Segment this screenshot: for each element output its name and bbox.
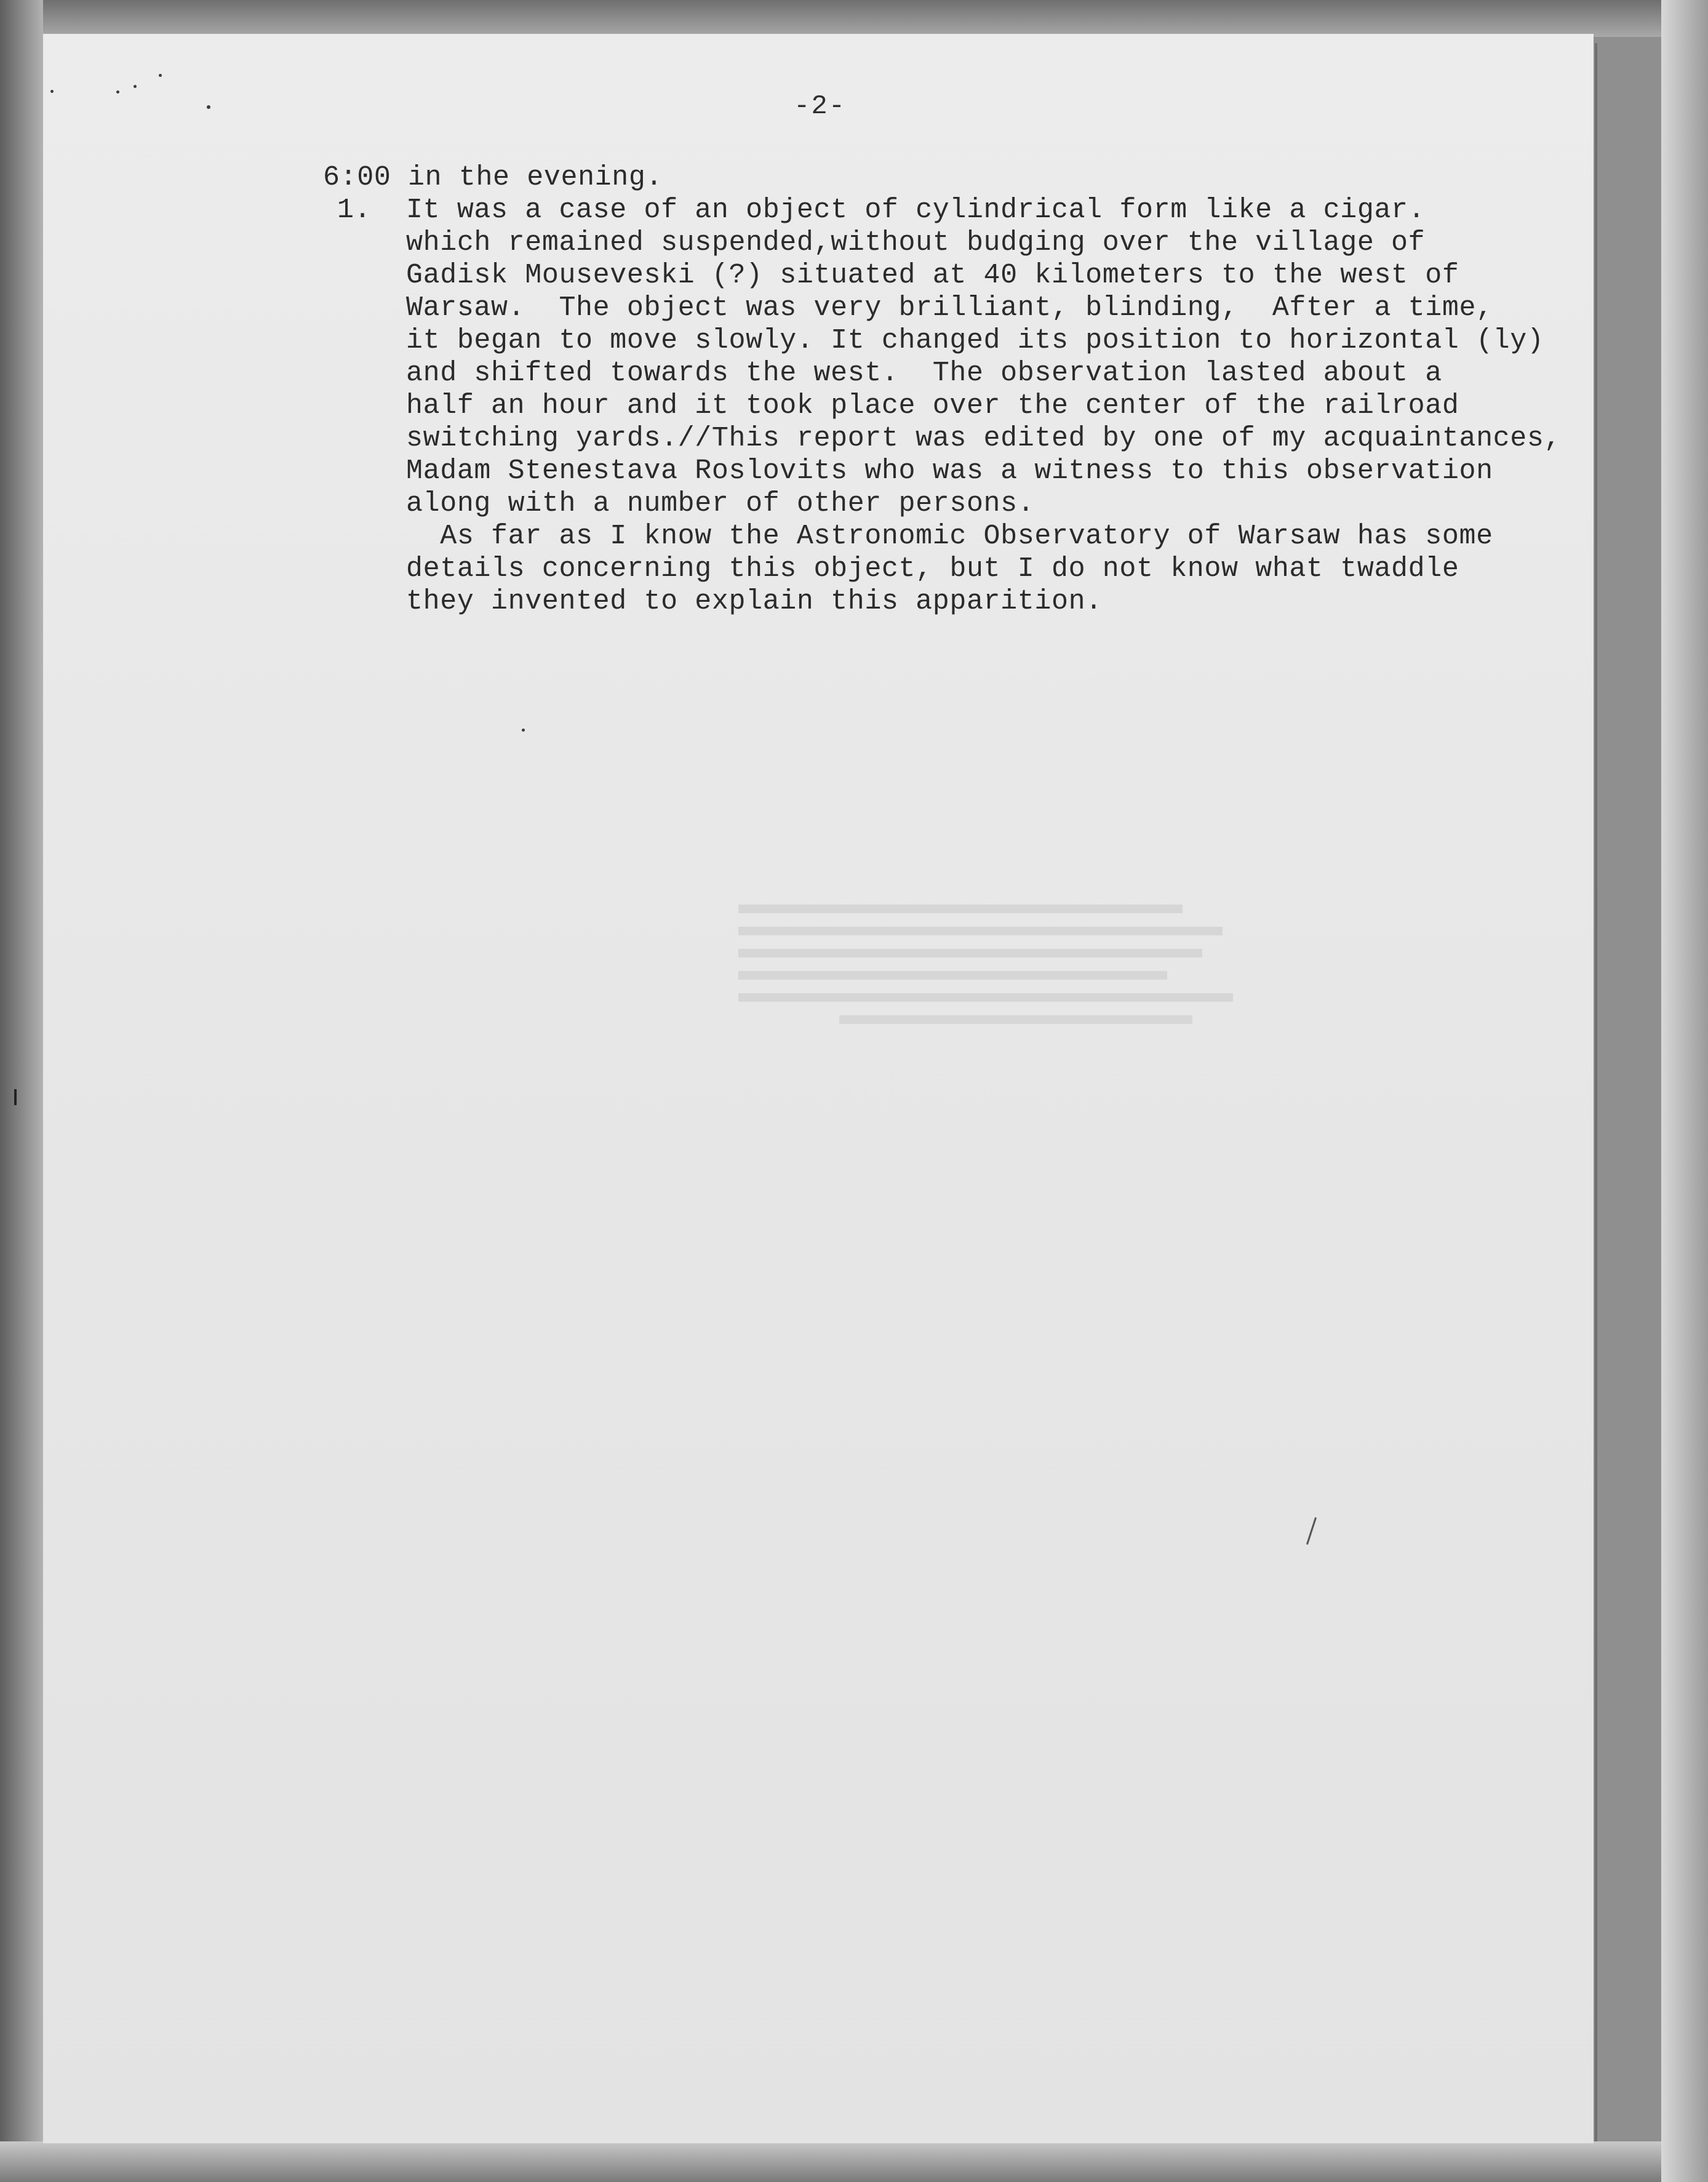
paragraph-line: switching yards.//This report was edited by one of my acquaintances, bbox=[406, 423, 1562, 454]
paragraph-line: they invented to explain this apparition. bbox=[406, 586, 1103, 617]
scan-border-left bbox=[0, 0, 43, 2182]
page-right-edge-rule bbox=[1595, 43, 1597, 2141]
scan-speck bbox=[50, 90, 54, 93]
scan-border-top bbox=[0, 0, 1708, 37]
scan-speck bbox=[116, 90, 119, 94]
paragraph-line: half an hour and it took place over the center of the railroad bbox=[406, 390, 1459, 422]
paragraph-line: Madam Stenestava Roslovits who was a witness to this observation bbox=[406, 455, 1493, 487]
scan-speck bbox=[522, 729, 525, 732]
paragraph-line: and shifted towards the west. The observation lasted about a bbox=[406, 358, 1442, 389]
time-heading: 6:00 in the evening. bbox=[323, 162, 663, 193]
bleed-through-text bbox=[738, 905, 1243, 1058]
scan-speck bbox=[207, 105, 210, 109]
scan-edge-nick bbox=[14, 1089, 17, 1105]
paragraph-line: As far as I know the Astronomic Observatory of Warsaw has some bbox=[406, 521, 1493, 552]
paragraph-line: it began to move slowly. It changed its position to horizontal (ly) bbox=[406, 325, 1544, 356]
paragraph-line: It was a case of an object of cylindrical form like a cigar. bbox=[406, 194, 1426, 226]
item-number: 1. bbox=[337, 194, 372, 226]
paragraph-line: Warsaw. The object was very brilliant, blinding, After a time, bbox=[406, 292, 1493, 324]
scan-border-bottom bbox=[0, 2141, 1708, 2182]
scan-speck bbox=[159, 74, 162, 77]
scan-speck bbox=[134, 85, 137, 88]
paragraph-line: along with a number of other persons. bbox=[406, 488, 1035, 519]
paragraph-line: Gadisk Mouseveski (?) situated at 40 kilometers to the west of bbox=[406, 260, 1459, 291]
paragraph-line: details concerning this object, but I do not know what twaddle bbox=[406, 553, 1459, 585]
scan-border-right bbox=[1661, 0, 1708, 2182]
paragraph-line: which remained suspended,without budging over the village of bbox=[406, 227, 1426, 258]
page-number: -2- bbox=[794, 91, 847, 122]
